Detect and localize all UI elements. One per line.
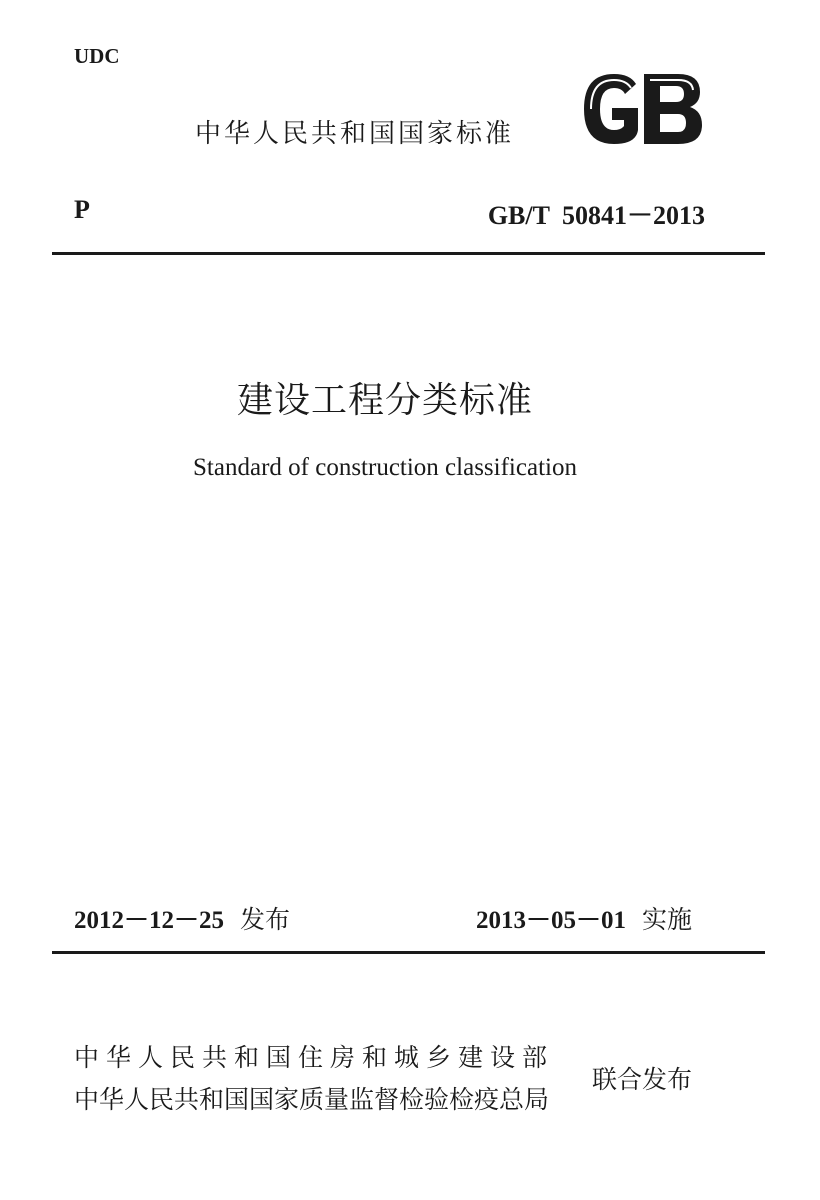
classification-letter: P xyxy=(74,195,90,224)
gb-logo-b xyxy=(644,74,702,144)
english-title: Standard of construction classification xyxy=(193,454,577,481)
standard-type-heading: 中华人民共和国国家标准 xyxy=(195,119,515,149)
authority-line-1: 中华人民共和国住房和城乡建设部 xyxy=(74,1043,555,1072)
issue-line xyxy=(74,900,290,936)
chinese-title: 建设工程分类标准 xyxy=(236,380,533,421)
implementation-word: 实施 xyxy=(642,905,693,934)
bottom-divider xyxy=(52,951,765,954)
udc-label: UDC xyxy=(74,44,120,68)
implementation-line xyxy=(476,900,692,936)
gb-logo-g xyxy=(584,74,638,144)
top-divider xyxy=(52,252,765,255)
issue-date: 2012－12－25 xyxy=(74,907,225,934)
implementation-date: 2013－05－01 xyxy=(476,907,627,934)
gb-logo-icon xyxy=(578,70,706,148)
joint-release-label: 联合发布 xyxy=(592,1065,693,1094)
standard-code: GB/T 50841－2013 xyxy=(487,201,705,230)
authority-line-2: 中华人民共和国国家质量监督检验检疫总局 xyxy=(74,1085,550,1114)
issue-word: 发布 xyxy=(240,905,291,934)
